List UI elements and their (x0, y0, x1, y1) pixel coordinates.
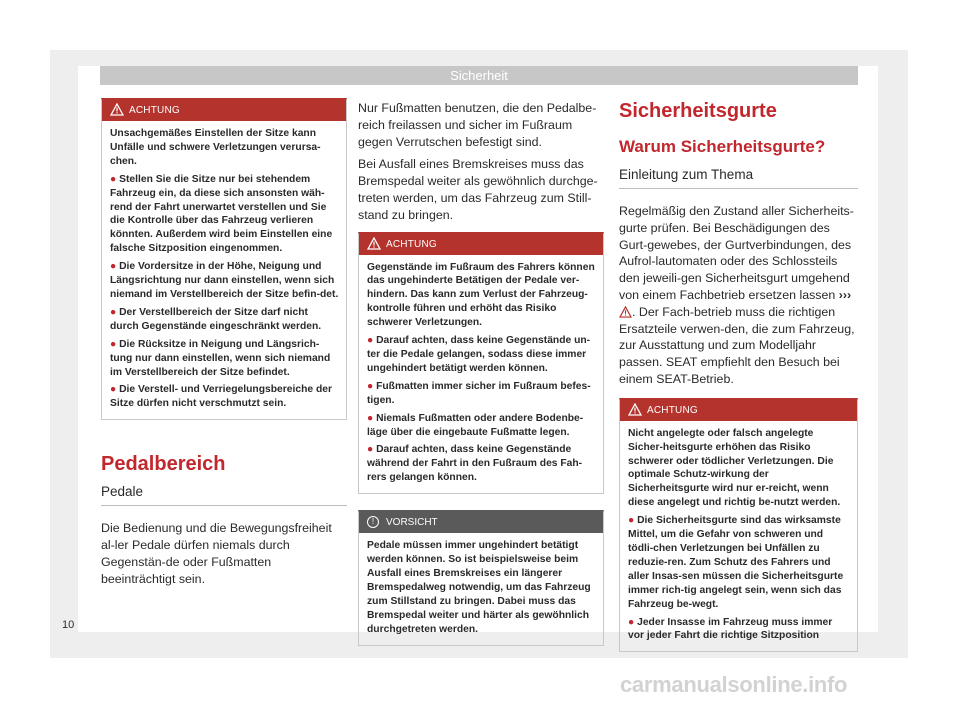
warning-box-seatbelts (619, 398, 858, 653)
warning-label: ACHTUNG (386, 238, 437, 250)
warning-box-pedals (358, 232, 604, 495)
bullet-icon: ● (110, 261, 120, 273)
warning-bullet: ● Darauf achten, dass keine Gegenstände un-ter die Pedale gelangen, sodass diese immer ungehindert betätigt werden können. (367, 335, 591, 374)
warning-body (620, 421, 857, 652)
bullet-icon: ● (110, 384, 120, 396)
warning-body (359, 255, 603, 494)
section-body (101, 520, 347, 587)
warning-bullet: ● Die Sicherheitsgurte sind das wirksamste Mittel, um die Gefahr von schweren und tödli-chen Verletzungen bei Unfällen zu reduzie-ren. Zum Schutz des Fahrers und aller Insas-sen müssen die Sicherheitsgurte immer rich-tig angelegt sein, wenn sich das Fahrzeug be-wegt. (628, 515, 844, 610)
warning-bullet: ● Fußmatten immer sicher im Fußraum befes-tigen. (367, 380, 591, 406)
caution-body (359, 533, 603, 644)
column-3 (619, 100, 858, 652)
warning-triangle-icon (367, 237, 381, 250)
warning-header (102, 100, 346, 121)
warning-bullet: ● Die Verstell- und Verriegelungsbereiche der Sitze dürfen nicht verschmutzt sein. (110, 384, 332, 410)
page-header: Sicherheit (100, 66, 858, 85)
warning-bullet: ● Darauf achten, dass keine Gegenstände während der Fahrt in den Fußraum des Fah-rers gelangen können. (367, 444, 583, 484)
page-number: 10 (62, 619, 75, 631)
warning-header (620, 400, 857, 421)
warning-label: ACHTUNG (129, 105, 180, 116)
caution-text: Pedale müssen immer ungehindert betätigt werden können. So ist beispielsweise beim Ausfall eines Bremskreises ein längerer Bremspedalweg notwendig, um das Fahrzeug zum Stillstand zu bringen. Dabei muss das Bremspedal weiter und härter als gewöhnlich durchgetreten werden. (367, 540, 591, 635)
paragraph: Nur Fußmatten benutzen, die den Pedalbe-reich freilassen und sicher im Fußraum gegen Verrutschen befestigt sind. (358, 101, 597, 149)
subsection-title: Einleitung zum Thema (619, 167, 754, 182)
info-circle-icon: ! (367, 516, 379, 528)
chapter-title: Sicherheitsgurte (619, 100, 777, 122)
warning-box-seats (101, 98, 347, 420)
bullet-icon: ● (110, 173, 120, 185)
warning-bullet: ● Die Rücksitze in Neigung und Längsrich-tung nur dann einstellen, wenn sich niemand im Verstellbereich der Sitze befindet. (110, 338, 331, 378)
bullet-icon: ● (367, 444, 377, 456)
paragraph: Bei Ausfall eines Bremskreises muss das Bremspedal weiter als gewöhnlich durchge-treten werden, um das Fahrzeug zum Still-stand zu bringen. (358, 157, 598, 222)
subsection-title: Pedale (101, 484, 144, 500)
warning-intro: Unsachgemäßes Einstellen der Sitze kann Unfälle und schwere Verletzungen verursa-chen. (110, 128, 321, 167)
warning-bullet: ● Der Verstellbereich der Sitze darf nicht durch Gegenstände eingeschränkt werden. (110, 306, 322, 332)
warning-intro: Nicht angelegte oder falsch angelegte Sicher-heitsgurte erhöhen das Risiko schwerer oder tödlicher Verletzungen. Die optimale Schutz-wirkung der Sicherheitsgurte wird nur er-reicht, wenn diese angelegt und richtig be-nutzt werden. (628, 427, 841, 509)
pedal-text (358, 100, 604, 224)
warning-bullet: ● Niemals Fußmatten oder andere Bodenbe-läge über die eingebaute Fußmatte legen. (367, 412, 584, 438)
warning-bullet: ● Stellen Sie die Sitze nur bei stehendem Fahrzeug ein, da diese sich ansonsten wäh-rend der Fahrt unerwartet verstellen und Sie die Kontrolle über das Fahrzeug verlieren könnten. Außerdem wird beim Einstellen eine falsche Sitzposition eingenommen. (110, 173, 333, 255)
paragraph: Regelmäßig den Zustand aller Sicherheits-gurte prüfen. Bei Beschädigungen des Gurt-gewebes, der Gurtverbindungen, des Aufrol-lautomaten oder des Schlossteils den jeweili-gen Sicherheitsgurt umgehend von einem Fachbetrieb ersetzen lassen ››› . Der Fach-betrieb muss die richtigen Ersatzteile verwen-den, die zum Fahrzeug, zur Ausstattung und zum Modelljahr passen. SEAT empfiehlt den Besuch bei einem SEAT-Betrieb. (619, 204, 855, 386)
bullet-icon: ● (110, 306, 120, 318)
paragraph: Die Bedienung und die Bewegungsfreiheit al-ler Pedale dürfen niemals durch Gegenstän-de oder Fußmatten beeinträchtigt sein. (101, 521, 332, 586)
caution-header (359, 512, 603, 533)
bullet-icon: ● (367, 380, 377, 392)
caution-box (358, 510, 604, 645)
bullet-icon: ● (628, 616, 638, 628)
section-body (619, 203, 858, 388)
bullet-icon: ● (367, 412, 377, 424)
warning-triangle-icon (628, 403, 642, 416)
section-title: Warum Sicherheitsgurte? (619, 137, 826, 156)
warning-triangle-icon (619, 306, 632, 318)
warning-header (359, 234, 603, 255)
subsection-header (619, 167, 858, 189)
bullet-icon: ● (110, 338, 120, 350)
section-pedalbereich (101, 453, 347, 587)
watermark: carmanualsonline.info (620, 672, 848, 697)
warning-bullet: ● Jeder Insasse im Fahrzeug muss immer vor jeder Fahrt die richtige Sitzposition (628, 616, 833, 642)
warning-triangle-icon (110, 103, 124, 116)
bullet-icon: ● (628, 515, 638, 527)
section-title: Pedalbereich (101, 453, 226, 476)
cross-reference-arrows[interactable]: ››› (838, 287, 852, 302)
warning-label: ACHTUNG (647, 404, 698, 416)
warning-bullet: ● Die Vordersitze in der Höhe, Neigung und Längsrichtung nur dann einstellen, wenn sich niemand im Verstellbereich der Sitze befin-det. (110, 261, 339, 300)
subsection-header (101, 484, 347, 506)
warning-intro: Gegenstände im Fußraum des Fahrers können das ungehinderte Betätigen der Pedale ver-hindern. Das kann zum Verlust der Fahrzeug-kontrolle führen und erhöht das Risiko schwerer Verletzungen. (367, 261, 595, 329)
column-2 (358, 100, 604, 646)
warning-body (102, 121, 346, 419)
column-1 (101, 98, 347, 593)
bullet-icon: ● (367, 335, 377, 347)
caution-label: VORSICHT (386, 517, 438, 529)
